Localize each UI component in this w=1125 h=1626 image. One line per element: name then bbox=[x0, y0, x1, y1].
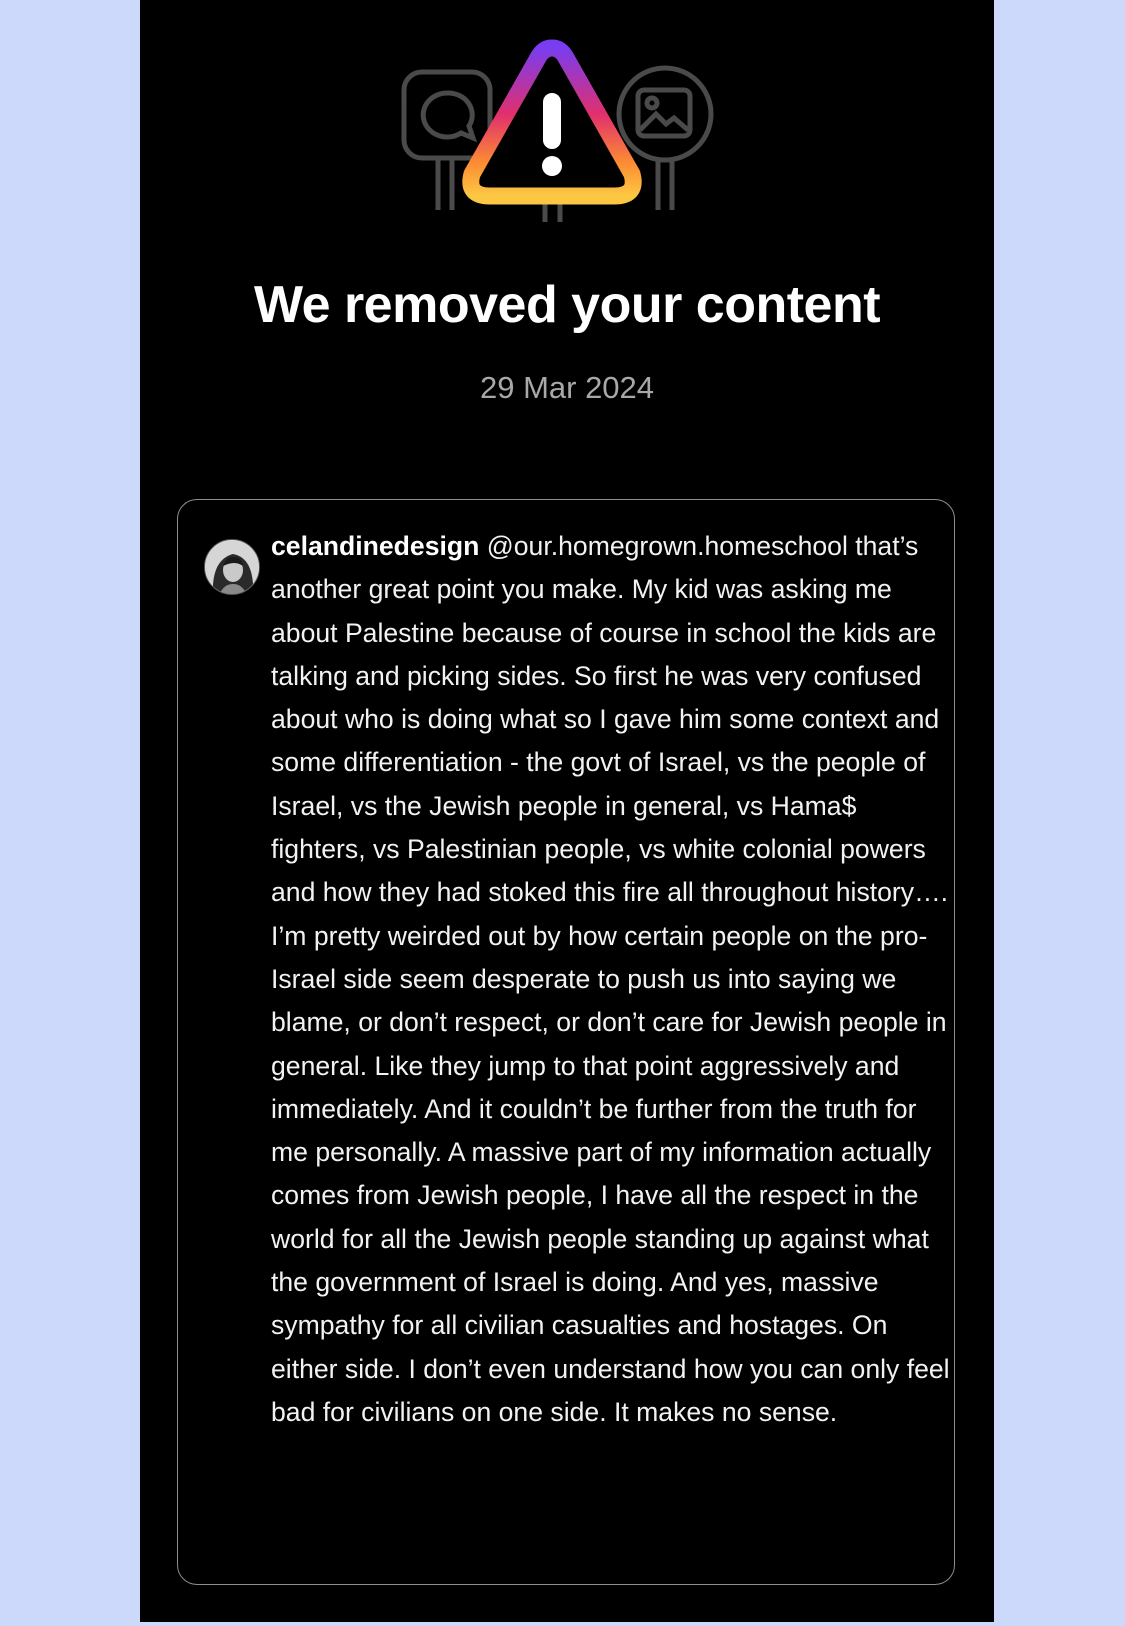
content-removed-illustration bbox=[400, 38, 730, 238]
avatar bbox=[204, 539, 260, 595]
comment-text: @our.homegrown.homeschool that’s another great point you make. My kid was asking me about Palestine because of course in school the kids are talking and picking sides. So first he was very confused about who is doing what so I gave him some context and some differentiation - the govt of Israel, vs the people of Israel, vs the Jewish people in general, vs Hama$ fighters, vs Palestinian people, vs white colonial powers and how they had stoked this fire all throughout history…. I’m pretty weirded out by how certain people on the pro-Israel side seem desperate to push us into saying we blame, or don’t respect, or don’t care for Jewish people in general. Like they jump to that point aggressively and immediately. And it couldn’t be further from the truth for me personally. A massive part of my information actually comes from Jewish people, I have all the respect in the world for all the Jewish people standing up against what the government of Israel is doing. And yes, massive sympathy for all civilian casualties and hostages. On either side. I don’t even understand how you can only feel bad for civilians on one side. It makes no sense. bbox=[271, 531, 950, 1427]
removal-date: 29 Mar 2024 bbox=[479, 370, 655, 405]
warning-triangle-icon bbox=[471, 48, 633, 222]
removed-comment bbox=[271, 525, 951, 1434]
content-removed-screen bbox=[140, 0, 994, 1622]
page-title: We removed your content bbox=[253, 276, 881, 334]
comment-username: celandinedesign bbox=[271, 531, 480, 561]
